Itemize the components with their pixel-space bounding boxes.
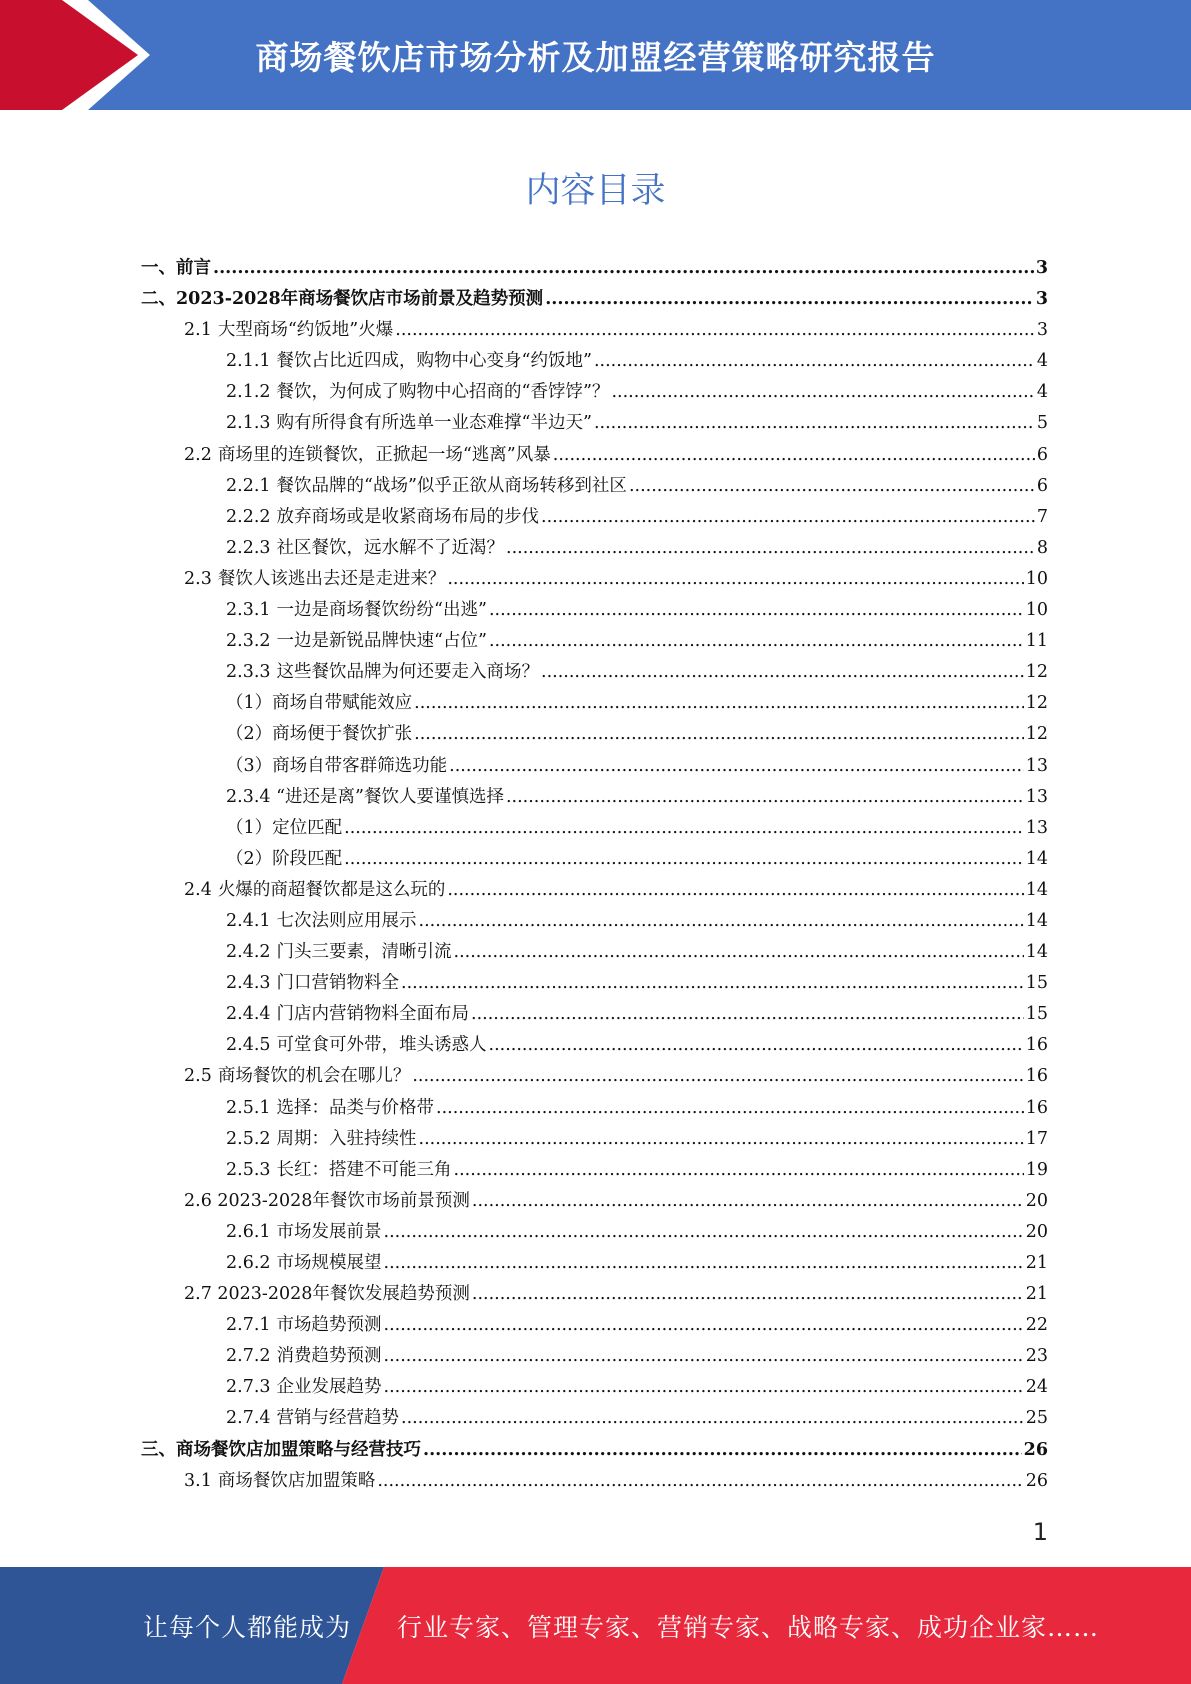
toc-entry-number: 2.4.1 xyxy=(226,910,271,931)
toc-entry-title: （1）商场自带赋能效应 xyxy=(226,693,413,714)
toc-entry-title: 市场趋势预测 xyxy=(276,1315,382,1336)
toc-entry[interactable] xyxy=(141,441,1048,472)
toc-entry-number: 2.2.1 xyxy=(226,475,271,496)
toc-entry-page: 12 xyxy=(1025,724,1048,745)
toc-entry-page: 5 xyxy=(1036,413,1048,434)
toc-entry-title: 门头三要素，清晰引流 xyxy=(276,942,452,963)
toc-leader-dots xyxy=(454,1160,1024,1180)
toc-entry-number: 2.3 xyxy=(184,568,212,589)
toc-entry-title: 一边是新锐品牌快速“占位” xyxy=(276,631,487,652)
toc-entry-page: 14 xyxy=(1025,910,1048,931)
toc-entry-page: 14 xyxy=(1025,942,1048,963)
toc-entry-title: 2.3.4 “进还是离”餐饮人要谨慎选择 xyxy=(226,786,504,807)
toc-entry-title: （3）商场自带客群筛选功能 xyxy=(226,755,448,776)
toc-entry-page: 16 xyxy=(1025,1097,1048,1118)
toc-leader-dots xyxy=(541,507,1035,527)
toc-entry-number: 2.4.2 xyxy=(226,942,271,963)
toc-entry[interactable] xyxy=(141,1467,1048,1498)
toc-entry-page: 26 xyxy=(1023,1439,1048,1460)
toc-entry-title: 餐饮占比近四成，购物中心变身“约饭地” xyxy=(276,351,592,372)
toc-entry-number: 2.2 xyxy=(184,444,212,465)
toc-entry[interactable] xyxy=(141,720,1048,751)
toc-entry-page: 17 xyxy=(1025,1128,1048,1149)
toc-entry-number: 2.5.2 xyxy=(226,1128,271,1149)
toc-entry-page: 21 xyxy=(1025,1253,1048,1273)
toc-entry-number: 2.5.3 xyxy=(226,1159,271,1180)
toc-entry[interactable] xyxy=(141,472,1048,503)
toc-entry-title: 二、2023-2028年商场餐饮店市场前景及趋势预测 xyxy=(141,289,544,310)
toc-entry-title: 大型商场“约饭地”火爆 xyxy=(217,320,394,341)
toc-leader-dots xyxy=(447,880,1023,900)
toc-leader-dots xyxy=(449,756,1024,776)
toc-entry-number: 2.5.1 xyxy=(226,1097,271,1118)
toc-entry-page: 20 xyxy=(1025,1190,1048,1211)
footer-slogan-left: 让每个人都能成为 xyxy=(143,1612,352,1642)
toc-leader-dots xyxy=(454,942,1024,962)
toc-entry-page: 19 xyxy=(1025,1159,1048,1180)
toc-heading: 内容目录 xyxy=(525,171,666,211)
toc-entry[interactable] xyxy=(141,876,1048,907)
toc-leader-dots xyxy=(489,600,1024,620)
toc-entry-number: 2.1.3 xyxy=(226,413,271,434)
toc-entry-title: 火爆的商超餐饮都是这么玩的 xyxy=(217,879,446,900)
toc-entry-title: 2.7 2023-2028年餐饮发展趋势预测 xyxy=(184,1284,470,1305)
toc-entry-title: 购有所得食有所选单一业态难撑“半边天” xyxy=(276,413,592,434)
toc-entry[interactable] xyxy=(141,814,1048,845)
toc-leader-dots xyxy=(401,973,1024,993)
toc-entry-title: 周期：入驻持续性 xyxy=(276,1128,417,1149)
toc-entry[interactable] xyxy=(141,783,1048,814)
toc-entry[interactable] xyxy=(141,689,1048,720)
toc-entry-title: 商场里的连锁餐饮，正掀起一场“逃离”风暴 xyxy=(217,444,551,465)
toc-entry-title: 餐饮品牌的“战场”似乎正欲从商场转移到社区 xyxy=(276,475,627,496)
toc-entry-page: 22 xyxy=(1025,1315,1048,1336)
toc-entry-number: 2.6.1 xyxy=(226,1221,271,1242)
toc-entry-page: 13 xyxy=(1025,817,1048,838)
toc-entry-title: 放弃商场或是收紧商场布局的步伐 xyxy=(276,506,540,527)
toc-leader-dots xyxy=(594,351,1035,371)
toc-entry[interactable] xyxy=(141,1218,1048,1249)
toc-entry-number: 2.7.3 xyxy=(226,1377,271,1398)
footer-slogan-right: 行业专家、管理专家、营销专家、战略专家、成功企业家…… xyxy=(397,1612,1100,1642)
toc-entry-page: 14 xyxy=(1025,879,1048,900)
toc-entry-page: 6 xyxy=(1036,475,1048,496)
toc-entry-title: 2.6 2023-2028年餐饮市场前景预测 xyxy=(184,1190,470,1211)
toc-entry[interactable] xyxy=(141,409,1048,440)
toc-entry-page: 13 xyxy=(1025,786,1048,807)
toc-leader-dots xyxy=(489,1035,1024,1055)
toc-entry-page: 7 xyxy=(1036,506,1048,527)
toc-entry-number: 2.7.4 xyxy=(226,1408,271,1429)
toc-entry-page: 25 xyxy=(1025,1408,1048,1429)
toc-entry-page: 10 xyxy=(1025,600,1048,621)
toc-entry-page: 24 xyxy=(1025,1377,1048,1398)
toc-entry-page: 3 xyxy=(1035,289,1048,310)
toc-entry-page: 12 xyxy=(1025,693,1048,714)
toc-entry-page: 16 xyxy=(1025,1035,1048,1056)
toc-leader-dots xyxy=(506,538,1035,558)
toc-entry-number: 2.6.2 xyxy=(226,1253,271,1273)
toc-entry-number: 2.1 xyxy=(184,320,212,341)
toc-leader-dots xyxy=(472,1284,1024,1304)
toc-entry-page: 20 xyxy=(1025,1221,1048,1242)
toc-leader-dots xyxy=(384,1346,1024,1366)
toc-entry[interactable] xyxy=(141,845,1048,876)
toc-entry[interactable] xyxy=(141,316,1048,347)
toc-entry-title: 市场规模展望 xyxy=(276,1253,382,1273)
toc-entry[interactable] xyxy=(141,1031,1048,1062)
toc-entry-number: 2.2.2 xyxy=(226,506,271,527)
toc-entry-page: 12 xyxy=(1025,662,1048,683)
toc-entry-number: 2.7.2 xyxy=(226,1346,271,1367)
toc-leader-dots xyxy=(553,445,1035,465)
toc-entry-title: 社区餐饮，远水解不了近渴？ xyxy=(276,537,505,558)
footer-banner xyxy=(0,1567,1191,1684)
toc-entry-page: 3 xyxy=(1036,320,1048,341)
toc-entry-page: 23 xyxy=(1025,1346,1048,1367)
toc-leader-dots xyxy=(414,693,1024,713)
toc-entry-title: 门店内营销物料全面布局 xyxy=(276,1004,470,1025)
toc-entry-number: 2.4 xyxy=(184,879,212,900)
toc-leader-dots xyxy=(384,1315,1024,1335)
toc-entry-title: 商场餐饮的机会在哪儿？ xyxy=(217,1066,411,1087)
toc-entry-title: 长红：搭建不可能三角 xyxy=(276,1159,452,1180)
toc-leader-dots xyxy=(506,787,1024,807)
toc-entry-page: 15 xyxy=(1025,973,1048,994)
toc-leader-dots xyxy=(541,662,1024,682)
toc-entry[interactable] xyxy=(141,1436,1048,1467)
toc-entry-title: 一、前言 xyxy=(141,258,211,278)
toc-entry-number: 2.2.3 xyxy=(226,537,271,558)
toc-leader-dots xyxy=(384,1377,1024,1397)
toc-leader-dots xyxy=(419,911,1024,931)
toc-leader-dots xyxy=(447,569,1023,589)
toc-entry[interactable] xyxy=(141,254,1048,285)
toc-entry[interactable] xyxy=(141,503,1048,534)
toc-entry-title: 餐饮，为何成了购物中心招商的“香饽饽”？ xyxy=(276,382,610,403)
toc-entry[interactable] xyxy=(141,1373,1048,1404)
toc-leader-dots xyxy=(611,382,1034,402)
toc-entry[interactable] xyxy=(141,1311,1048,1342)
header-banner xyxy=(0,0,1191,110)
toc-entry-page: 16 xyxy=(1025,1066,1048,1087)
toc-leader-dots xyxy=(545,289,1034,309)
toc-entry-title: 企业发展趋势 xyxy=(276,1377,382,1398)
toc-leader-dots xyxy=(213,258,1034,278)
toc-entry-title: 消费趋势预测 xyxy=(276,1346,382,1367)
toc-entry[interactable] xyxy=(141,347,1048,378)
toc-entry[interactable] xyxy=(141,565,1048,596)
toc-entry-page: 6 xyxy=(1036,444,1048,465)
toc-leader-dots xyxy=(395,320,1035,340)
toc-entry[interactable] xyxy=(141,938,1048,969)
toc-entry-page: 8 xyxy=(1036,537,1048,558)
toc-entry-page: 11 xyxy=(1025,631,1048,652)
toc-entry[interactable] xyxy=(141,1156,1048,1187)
toc-entry-page: 4 xyxy=(1036,351,1048,372)
toc-entry[interactable] xyxy=(141,285,1048,316)
toc-entry-number: 2.5 xyxy=(184,1066,212,1087)
toc-leader-dots xyxy=(401,1408,1024,1428)
toc-entry[interactable] xyxy=(141,1249,1048,1280)
page-number: 1 xyxy=(1032,1518,1048,1546)
toc-entry[interactable] xyxy=(141,658,1048,689)
toc-entry-title: 这些餐饮品牌为何还要走入商场？ xyxy=(276,662,540,683)
toc-entry[interactable] xyxy=(141,1125,1048,1156)
toc-leader-dots xyxy=(419,1129,1024,1149)
toc-entry-number: 2.1.1 xyxy=(226,351,271,372)
toc-entry-page: 14 xyxy=(1025,848,1048,869)
toc-entry-title: （2）阶段匹配 xyxy=(226,848,343,869)
toc-entry-title: 选择：品类与价格带 xyxy=(276,1097,435,1118)
toc-leader-dots xyxy=(436,1098,1024,1118)
toc-entry-number: 2.4.3 xyxy=(226,973,271,994)
toc-leader-dots xyxy=(344,849,1024,869)
toc-entry-page: 4 xyxy=(1036,382,1048,403)
toc-entry[interactable] xyxy=(141,1094,1048,1125)
toc-entry-page: 21 xyxy=(1025,1284,1048,1305)
toc-entry-number: 2.3.3 xyxy=(226,662,271,683)
toc-entry[interactable] xyxy=(141,752,1048,783)
toc-leader-dots xyxy=(344,818,1024,838)
toc-entry-title: 三、商场餐饮店加盟策略与经营技巧 xyxy=(141,1439,421,1460)
toc-leader-dots xyxy=(489,631,1024,651)
toc-entry-number: 2.3.2 xyxy=(226,631,271,652)
toc-entry[interactable] xyxy=(141,1000,1048,1031)
toc-entry[interactable] xyxy=(141,1342,1048,1373)
toc-leader-dots xyxy=(412,1066,1023,1086)
toc-entry-title: 门口营销物料全 xyxy=(276,973,400,994)
toc-entry-title: （1）定位匹配 xyxy=(226,817,343,838)
toc-entry[interactable] xyxy=(141,596,1048,627)
toc-entry-number: 2.1.2 xyxy=(226,382,271,403)
table-of-contents xyxy=(141,254,1048,1498)
toc-leader-dots xyxy=(629,476,1035,496)
toc-entry-page: 3 xyxy=(1035,258,1048,278)
toc-leader-dots xyxy=(384,1222,1024,1242)
toc-entry[interactable] xyxy=(141,969,1048,1000)
toc-leader-dots xyxy=(594,413,1035,433)
toc-entry-number: 3.1 xyxy=(184,1470,212,1491)
toc-entry-number: 2.4.5 xyxy=(226,1035,271,1056)
toc-entry-number: 2.4.4 xyxy=(226,1004,271,1025)
toc-entry-page: 13 xyxy=(1025,755,1048,776)
toc-leader-dots xyxy=(377,1471,1023,1491)
toc-entry-title: 商场餐饮店加盟策略 xyxy=(217,1470,376,1491)
toc-entry-page: 26 xyxy=(1025,1470,1048,1491)
toc-entry-page: 10 xyxy=(1025,568,1048,589)
toc-entry-title: 七次法则应用展示 xyxy=(276,910,417,931)
toc-leader-dots xyxy=(384,1253,1024,1273)
toc-entry-number: 2.7.1 xyxy=(226,1315,271,1336)
toc-entry-title: （2）商场便于餐饮扩张 xyxy=(226,724,413,745)
toc-entry-title: 营销与经营趋势 xyxy=(276,1408,400,1429)
toc-entry-title: 市场发展前景 xyxy=(276,1221,382,1242)
toc-leader-dots xyxy=(472,1191,1024,1211)
toc-leader-dots xyxy=(471,1004,1024,1024)
toc-entry[interactable] xyxy=(141,1404,1048,1435)
toc-leader-dots xyxy=(414,724,1024,744)
toc-entry[interactable] xyxy=(141,627,1048,658)
toc-entry-page: 15 xyxy=(1025,1004,1048,1025)
toc-entry-number: 2.3.1 xyxy=(226,600,271,621)
report-title: 商场餐饮店市场分析及加盟经营策略研究报告 xyxy=(255,37,936,77)
toc-entry[interactable] xyxy=(141,907,1048,938)
toc-entry[interactable] xyxy=(141,534,1048,565)
toc-entry[interactable] xyxy=(141,1187,1048,1218)
toc-entry[interactable] xyxy=(141,1280,1048,1311)
toc-entry-title: 一边是商场餐饮纷纷“出逃” xyxy=(276,600,487,621)
toc-leader-dots xyxy=(423,1440,1022,1460)
toc-entry[interactable] xyxy=(141,378,1048,409)
toc-entry-title: 可堂食可外带，堆头诱惑人 xyxy=(276,1035,487,1056)
toc-entry-title: 餐饮人该逃出去还是走进来？ xyxy=(217,568,446,589)
toc-entry[interactable] xyxy=(141,1062,1048,1093)
